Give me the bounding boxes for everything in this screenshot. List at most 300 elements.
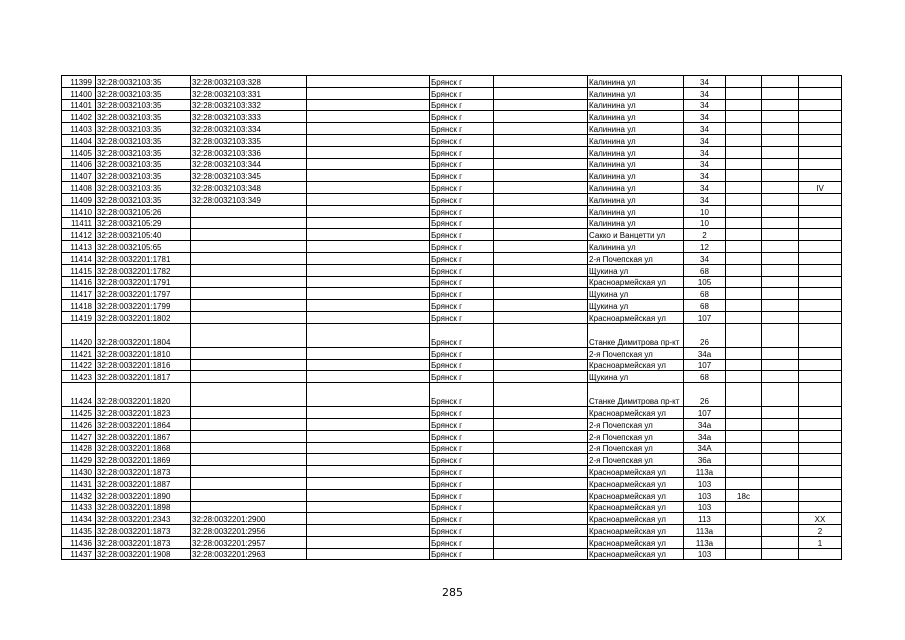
cell-city: Брянск г — [430, 536, 494, 548]
cell-building — [726, 111, 762, 123]
cell-street: Станке Димитрова пр-кт — [588, 383, 684, 407]
cell-cadastral-number: 32:28:0032201:1823 — [96, 407, 191, 419]
cell-city: Брянск г — [430, 477, 494, 489]
cell-row-number: 11416 — [62, 276, 96, 288]
cell-object-number — [191, 288, 307, 300]
cell-house-number: 10 — [684, 217, 726, 229]
cell-cell-empty — [494, 466, 588, 478]
cell-cell-empty — [494, 442, 588, 454]
table-row — [62, 407, 842, 419]
cell-row-number: 11427 — [62, 430, 96, 442]
cell-cell-empty — [307, 123, 430, 135]
cell-cell-empty — [762, 311, 799, 323]
cell-building — [726, 347, 762, 359]
cell-row-number: 11417 — [62, 288, 96, 300]
cell-cell-empty — [307, 87, 430, 99]
cell-object-number — [191, 347, 307, 359]
cell-cell-empty — [762, 217, 799, 229]
cell-room — [799, 477, 842, 489]
cell-street: Калинина ул — [588, 87, 684, 99]
cell-building — [726, 146, 762, 158]
cell-house-number: 68 — [684, 264, 726, 276]
cell-row-number: 11420 — [62, 323, 96, 347]
cell-building — [726, 264, 762, 276]
cell-city: Брянск г — [430, 383, 494, 407]
cell-house-number: 68 — [684, 371, 726, 383]
cell-building — [726, 430, 762, 442]
cell-room — [799, 407, 842, 419]
table-row — [62, 123, 842, 135]
cell-cell-empty — [494, 99, 588, 111]
cell-city: Брянск г — [430, 430, 494, 442]
cell-cell-empty — [494, 76, 588, 88]
cell-city: Брянск г — [430, 359, 494, 371]
table-row — [62, 489, 842, 501]
cell-city: Брянск г — [430, 158, 494, 170]
cell-cadastral-number: 32:28:0032201:1898 — [96, 501, 191, 513]
cell-house-number: 107 — [684, 359, 726, 371]
cell-room — [799, 300, 842, 312]
cell-house-number: 103 — [684, 548, 726, 560]
cell-object-number — [191, 229, 307, 241]
cell-cell-empty — [307, 99, 430, 111]
cell-city: Брянск г — [430, 87, 494, 99]
cell-building — [726, 501, 762, 513]
table-row — [62, 454, 842, 466]
cell-cadastral-number: 32:28:0032103:35 — [96, 134, 191, 146]
cell-cadastral-number: 32:28:0032201:1816 — [96, 359, 191, 371]
table-row — [62, 99, 842, 111]
cell-cell-empty — [307, 264, 430, 276]
cell-object-number: 32:28:0032103:348 — [191, 182, 307, 194]
cell-object-number — [191, 477, 307, 489]
cell-street: Красноармейская ул — [588, 513, 684, 525]
cell-building — [726, 217, 762, 229]
cell-building — [726, 241, 762, 253]
cell-house-number: 68 — [684, 300, 726, 312]
cell-row-number: 11410 — [62, 205, 96, 217]
cell-house-number: 34 — [684, 158, 726, 170]
cell-cell-empty — [494, 407, 588, 419]
cell-cadastral-number: 32:28:0032201:1873 — [96, 536, 191, 548]
cell-object-number — [191, 407, 307, 419]
table-row — [62, 383, 842, 407]
cell-cell-empty — [494, 252, 588, 264]
cell-city: Брянск г — [430, 300, 494, 312]
cell-building — [726, 383, 762, 407]
cell-cell-empty — [762, 430, 799, 442]
cell-cell-empty — [307, 548, 430, 560]
cell-cell-empty — [762, 371, 799, 383]
cell-row-number: 11428 — [62, 442, 96, 454]
cell-street: Красноармейская ул — [588, 477, 684, 489]
cell-row-number: 11424 — [62, 383, 96, 407]
cell-room — [799, 241, 842, 253]
cell-cadastral-number: 32:28:0032201:2343 — [96, 513, 191, 525]
cell-street: Калинина ул — [588, 99, 684, 111]
cell-cadastral-number: 32:28:0032201:1908 — [96, 548, 191, 560]
cell-building — [726, 182, 762, 194]
cell-cell-empty — [494, 276, 588, 288]
cell-row-number: 11406 — [62, 158, 96, 170]
cell-city: Брянск г — [430, 489, 494, 501]
cell-object-number: 32:28:0032103:336 — [191, 146, 307, 158]
cell-street: Калинина ул — [588, 182, 684, 194]
cell-cell-empty — [307, 430, 430, 442]
table-row — [62, 170, 842, 182]
cell-cell-empty — [762, 454, 799, 466]
cell-cell-empty — [762, 383, 799, 407]
table-row — [62, 311, 842, 323]
cell-city: Брянск г — [430, 146, 494, 158]
cell-house-number: 113 — [684, 513, 726, 525]
cell-room — [799, 146, 842, 158]
table-row — [62, 217, 842, 229]
cell-cell-empty — [494, 146, 588, 158]
cell-building — [726, 158, 762, 170]
cell-cell-empty — [494, 477, 588, 489]
cell-object-number: 32:28:0032103:334 — [191, 123, 307, 135]
table-row — [62, 501, 842, 513]
register-table-body — [62, 76, 842, 560]
cell-house-number: 107 — [684, 407, 726, 419]
cell-row-number: 11437 — [62, 548, 96, 560]
cell-city: Брянск г — [430, 170, 494, 182]
cell-cell-empty — [762, 359, 799, 371]
cell-house-number: 34а — [684, 418, 726, 430]
table-row — [62, 111, 842, 123]
cell-cadastral-number: 32:28:0032103:35 — [96, 146, 191, 158]
cell-building — [726, 407, 762, 419]
cell-cadastral-number: 32:28:0032201:1868 — [96, 442, 191, 454]
cell-cell-empty — [762, 87, 799, 99]
cell-cell-empty — [494, 501, 588, 513]
cell-house-number: 10 — [684, 205, 726, 217]
cell-street: Калинина ул — [588, 76, 684, 88]
cell-room — [799, 229, 842, 241]
cell-cell-empty — [494, 359, 588, 371]
cell-object-number: 32:28:0032103:335 — [191, 134, 307, 146]
cell-street: Калинина ул — [588, 241, 684, 253]
cell-building — [726, 513, 762, 525]
cell-cell-empty — [762, 418, 799, 430]
cell-cadastral-number: 32:28:0032201:1804 — [96, 323, 191, 347]
table-row — [62, 288, 842, 300]
cell-row-number: 11407 — [62, 170, 96, 182]
cell-room — [799, 288, 842, 300]
cell-cell-empty — [307, 288, 430, 300]
cell-house-number: 34а — [684, 347, 726, 359]
cell-cell-empty — [494, 513, 588, 525]
cell-cell-empty — [307, 146, 430, 158]
cell-cell-empty — [307, 383, 430, 407]
cell-room — [799, 87, 842, 99]
cell-room — [799, 134, 842, 146]
cell-street: Красноармейская ул — [588, 548, 684, 560]
cell-room — [799, 276, 842, 288]
cell-cell-empty — [762, 407, 799, 419]
cell-row-number: 11403 — [62, 123, 96, 135]
cell-object-number: 32:28:0032103:333 — [191, 111, 307, 123]
cell-cell-empty — [762, 134, 799, 146]
cell-object-number — [191, 241, 307, 253]
cell-cadastral-number: 32:28:0032105:26 — [96, 205, 191, 217]
cell-cell-empty — [307, 158, 430, 170]
cell-room — [799, 418, 842, 430]
cell-street: Щукина ул — [588, 371, 684, 383]
cell-cell-empty — [494, 217, 588, 229]
cell-cell-empty — [494, 205, 588, 217]
cell-object-number — [191, 383, 307, 407]
page-number: 285 — [442, 586, 463, 599]
cell-street: Красноармейская ул — [588, 466, 684, 478]
cell-cell-empty — [762, 477, 799, 489]
cell-house-number: 103 — [684, 501, 726, 513]
cell-street: Калинина ул — [588, 158, 684, 170]
table-row — [62, 76, 842, 88]
cell-street: 2-я Почепская ул — [588, 454, 684, 466]
cell-object-number — [191, 217, 307, 229]
cell-city: Брянск г — [430, 288, 494, 300]
cell-row-number: 11430 — [62, 466, 96, 478]
cell-house-number: 68 — [684, 288, 726, 300]
cell-cell-empty — [762, 525, 799, 537]
cell-cell-empty — [307, 193, 430, 205]
cell-cell-empty — [307, 170, 430, 182]
cell-object-number: 32:28:0032201:2963 — [191, 548, 307, 560]
cell-cell-empty — [307, 311, 430, 323]
cell-house-number: 2 — [684, 229, 726, 241]
cell-cadastral-number: 32:28:0032201:1791 — [96, 276, 191, 288]
cell-row-number: 11434 — [62, 513, 96, 525]
cell-cell-empty — [307, 489, 430, 501]
cell-street: Красноармейская ул — [588, 407, 684, 419]
cell-row-number: 11436 — [62, 536, 96, 548]
cell-cadastral-number: 32:28:0032201:1810 — [96, 347, 191, 359]
cell-building — [726, 371, 762, 383]
table-row — [62, 229, 842, 241]
cell-row-number: 11432 — [62, 489, 96, 501]
cell-building — [726, 87, 762, 99]
cell-city: Брянск г — [430, 193, 494, 205]
cell-building — [726, 359, 762, 371]
cell-room — [799, 347, 842, 359]
cell-cadastral-number: 32:28:0032201:1869 — [96, 454, 191, 466]
cell-city: Брянск г — [430, 407, 494, 419]
cell-row-number: 11414 — [62, 252, 96, 264]
cell-cell-empty — [307, 300, 430, 312]
cell-cell-empty — [762, 146, 799, 158]
cell-room — [799, 99, 842, 111]
cell-city: Брянск г — [430, 513, 494, 525]
cell-building — [726, 311, 762, 323]
table-row — [62, 300, 842, 312]
table-row — [62, 430, 842, 442]
cell-cell-empty — [307, 323, 430, 347]
cell-room — [799, 170, 842, 182]
cell-cell-empty — [307, 252, 430, 264]
cell-building — [726, 477, 762, 489]
cell-city: Брянск г — [430, 134, 494, 146]
cell-cell-empty — [494, 548, 588, 560]
cell-cadastral-number: 32:28:0032201:1782 — [96, 264, 191, 276]
cell-cadastral-number: 32:28:0032103:35 — [96, 193, 191, 205]
table-row — [62, 182, 842, 194]
cell-street: 2-я Почепская ул — [588, 347, 684, 359]
cell-city: Брянск г — [430, 466, 494, 478]
cell-room — [799, 217, 842, 229]
cell-city: Брянск г — [430, 123, 494, 135]
cell-cell-empty — [494, 241, 588, 253]
cell-room — [799, 454, 842, 466]
cell-cell-empty — [762, 442, 799, 454]
table-row — [62, 146, 842, 158]
cell-object-number — [191, 300, 307, 312]
cell-cadastral-number: 32:28:0032201:1890 — [96, 489, 191, 501]
cell-cell-empty — [494, 123, 588, 135]
cell-room — [799, 489, 842, 501]
cell-cell-empty — [494, 371, 588, 383]
table-row — [62, 134, 842, 146]
cell-city: Брянск г — [430, 347, 494, 359]
cell-room — [799, 123, 842, 135]
cell-cell-empty — [307, 76, 430, 88]
cell-object-number — [191, 442, 307, 454]
table-row — [62, 548, 842, 560]
cell-object-number — [191, 454, 307, 466]
cell-row-number: 11401 — [62, 99, 96, 111]
cell-street: 2-я Почепская ул — [588, 418, 684, 430]
cell-object-number — [191, 430, 307, 442]
cell-cell-empty — [762, 276, 799, 288]
cell-row-number: 11431 — [62, 477, 96, 489]
cell-building — [726, 454, 762, 466]
cell-room — [799, 323, 842, 347]
cell-street: Калинина ул — [588, 134, 684, 146]
cell-house-number: 103 — [684, 477, 726, 489]
cell-cell-empty — [307, 536, 430, 548]
cell-street: 2-я Почепская ул — [588, 252, 684, 264]
cell-street: 2-я Почепская ул — [588, 442, 684, 454]
cell-object-number: 32:28:0032201:2957 — [191, 536, 307, 548]
cell-street: Щукина ул — [588, 300, 684, 312]
cell-city: Брянск г — [430, 276, 494, 288]
cell-object-number: 32:28:0032103:332 — [191, 99, 307, 111]
cell-street: Красноармейская ул — [588, 276, 684, 288]
cell-street: Калинина ул — [588, 111, 684, 123]
cell-building — [726, 123, 762, 135]
cell-room — [799, 205, 842, 217]
cell-cadastral-number: 32:28:0032103:35 — [96, 111, 191, 123]
cell-cell-empty — [307, 134, 430, 146]
cell-house-number: 34А — [684, 442, 726, 454]
cell-cell-empty — [762, 264, 799, 276]
cell-room — [799, 442, 842, 454]
cell-city: Брянск г — [430, 323, 494, 347]
cell-building — [726, 525, 762, 537]
cell-cadastral-number: 32:28:0032201:1802 — [96, 311, 191, 323]
cell-city: Брянск г — [430, 252, 494, 264]
cell-city: Брянск г — [430, 217, 494, 229]
cell-row-number: 11400 — [62, 87, 96, 99]
cell-building — [726, 134, 762, 146]
cell-street: Красноармейская ул — [588, 489, 684, 501]
cell-row-number: 11409 — [62, 193, 96, 205]
cell-room: XX — [799, 513, 842, 525]
cell-room — [799, 430, 842, 442]
cell-cadastral-number: 32:28:0032201:1873 — [96, 466, 191, 478]
cell-object-number — [191, 252, 307, 264]
cell-cadastral-number: 32:28:0032105:40 — [96, 229, 191, 241]
cell-cell-empty — [307, 442, 430, 454]
cell-room — [799, 252, 842, 264]
table-row — [62, 371, 842, 383]
cell-building — [726, 536, 762, 548]
cell-cell-empty — [762, 158, 799, 170]
cell-room — [799, 264, 842, 276]
cell-cadastral-number: 32:28:0032103:35 — [96, 182, 191, 194]
cell-cell-empty — [307, 276, 430, 288]
cell-object-number — [191, 264, 307, 276]
cell-street: Красноармейская ул — [588, 501, 684, 513]
cell-building: 18с — [726, 489, 762, 501]
cell-house-number: 34а — [684, 430, 726, 442]
cell-object-number — [191, 276, 307, 288]
cell-cadastral-number: 32:28:0032105:65 — [96, 241, 191, 253]
cell-row-number: 11413 — [62, 241, 96, 253]
cell-city: Брянск г — [430, 99, 494, 111]
cell-house-number: 113а — [684, 536, 726, 548]
cell-house-number: 113а — [684, 525, 726, 537]
cell-cell-empty — [494, 229, 588, 241]
cell-room — [799, 111, 842, 123]
cell-building — [726, 76, 762, 88]
table-row — [62, 276, 842, 288]
cell-house-number: 12 — [684, 241, 726, 253]
register-table — [61, 75, 842, 560]
cell-city: Брянск г — [430, 182, 494, 194]
cell-cell-empty — [307, 371, 430, 383]
cell-cell-empty — [494, 430, 588, 442]
cell-object-number: 32:28:0032201:2956 — [191, 525, 307, 537]
cell-cell-empty — [762, 229, 799, 241]
table-row — [62, 513, 842, 525]
cell-cadastral-number: 32:28:0032103:35 — [96, 87, 191, 99]
cell-row-number: 11425 — [62, 407, 96, 419]
cell-cell-empty — [494, 454, 588, 466]
cell-building — [726, 276, 762, 288]
cell-room — [799, 158, 842, 170]
cell-row-number: 11418 — [62, 300, 96, 312]
cell-cadastral-number: 32:28:0032105:29 — [96, 217, 191, 229]
cell-object-number — [191, 359, 307, 371]
table-row — [62, 158, 842, 170]
cell-cadastral-number: 32:28:0032201:1799 — [96, 300, 191, 312]
cell-cell-empty — [494, 288, 588, 300]
table-row — [62, 205, 842, 217]
cell-row-number: 11415 — [62, 264, 96, 276]
cell-cadastral-number: 32:28:0032201:1864 — [96, 418, 191, 430]
cell-cell-empty — [762, 536, 799, 548]
table-row — [62, 241, 842, 253]
cell-object-number: 32:28:0032103:344 — [191, 158, 307, 170]
cell-house-number: 107 — [684, 311, 726, 323]
cell-cell-empty — [494, 170, 588, 182]
cell-cell-empty — [494, 347, 588, 359]
cell-object-number — [191, 205, 307, 217]
cell-cell-empty — [307, 525, 430, 537]
cell-street: Калинина ул — [588, 170, 684, 182]
